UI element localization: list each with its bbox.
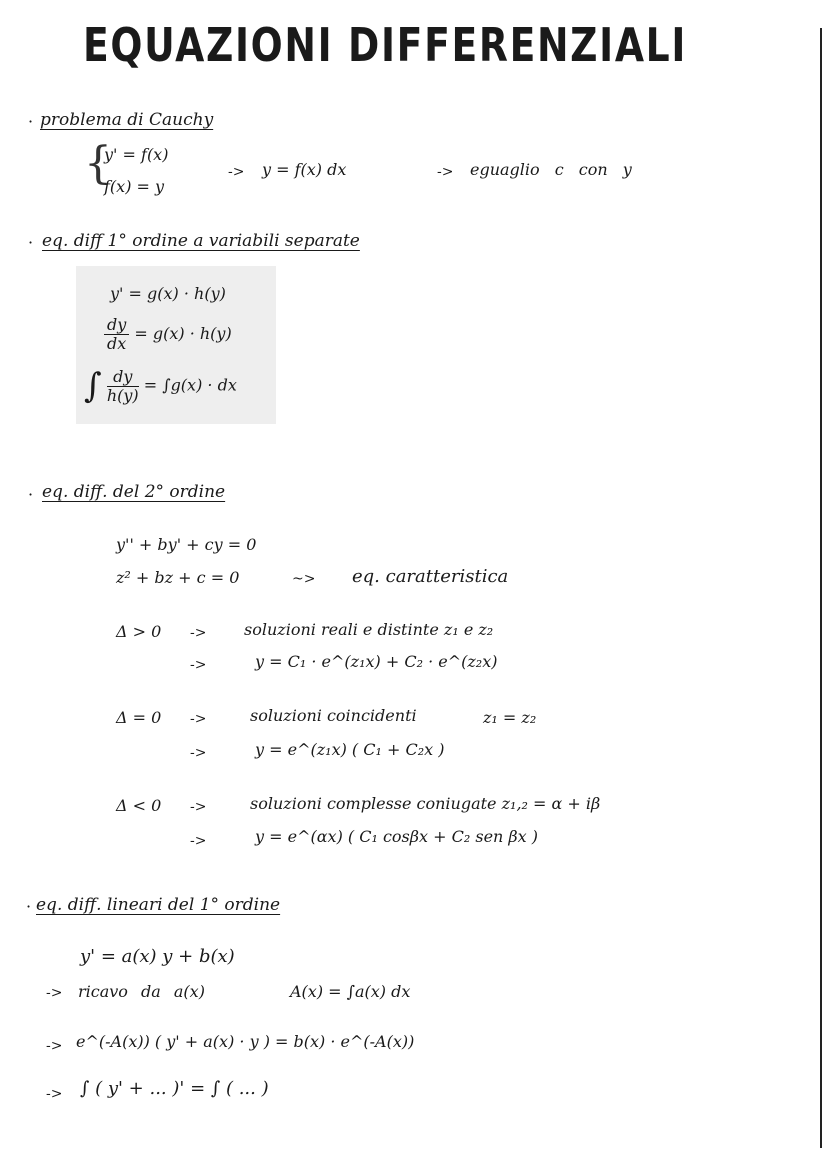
bullet: · — [26, 897, 32, 916]
arrow-icon: -> — [46, 985, 63, 1001]
case-3-solution: y = e^(αx) ( C₁ cosβx + C₂ sen βx ) — [255, 827, 539, 846]
linear-step-3: ∫ ( y' + ... )' = ∫ ( ... ) — [80, 1078, 269, 1099]
arrow-icon: -> — [190, 625, 207, 641]
arrow-icon: -> — [46, 1086, 63, 1102]
separate-line-2: $\frac{dy}{dx}$ = g(x) · h(y) — [104, 316, 232, 353]
case-1-description: soluzioni reali e distinte z₁ e z₂ — [244, 620, 494, 639]
bullet: · — [28, 485, 34, 504]
case-3-description: soluzioni complesse coniugate z₁,₂ = α + iβ — [250, 794, 601, 813]
squiggle-arrow-icon: ~> — [292, 571, 316, 587]
integral-icon: ∫ — [84, 366, 102, 406]
characteristic-eq: z² + bz + c = 0 — [116, 568, 240, 587]
case-2-condition: Δ = 0 — [116, 708, 162, 727]
bullet: · — [28, 233, 34, 252]
linear-step-2: e^(-A(x)) ( y' + a(x) · y ) = b(x) · e^(-A(x)) — [76, 1032, 415, 1051]
arrow-icon: -> — [437, 164, 454, 180]
arrow-icon: -> — [190, 799, 207, 815]
case-2-solution: y = e^(z₁x) ( C₁ + C₂x ) — [255, 740, 445, 759]
right-margin-line — [820, 28, 822, 1148]
integrand-fraction: $\frac{dy}{h(y)}$ — [106, 366, 139, 405]
cauchy-eq-1: y' = f(x) — [104, 145, 169, 164]
derivative-fraction: $\frac{dy}{dx}$ — [104, 316, 129, 353]
arrow-icon: -> — [190, 745, 207, 761]
case-1-condition: Δ > 0 — [116, 622, 162, 641]
page-title: EQUAZIONI DIFFERENZIALI — [82, 18, 688, 72]
arrow-icon: -> — [46, 1038, 63, 1054]
arrow-icon: -> — [228, 164, 245, 180]
arrow-icon: -> — [190, 711, 207, 727]
cauchy-note: eguaglio c con y — [470, 160, 632, 179]
arrow-icon: -> — [190, 833, 207, 849]
bullet: · — [28, 112, 34, 131]
arrow-icon: -> — [190, 657, 207, 673]
case-2-description: soluzioni coincidenti — [250, 706, 417, 725]
case-2-relation: z₁ = z₂ — [483, 708, 537, 727]
cauchy-result: y = f(x) dx — [262, 160, 347, 179]
separate-line-1: y' = g(x) · h(y) — [110, 284, 226, 303]
separate-heading: eq. diff 1° ordine a variabili separate — [42, 231, 360, 251]
linear-heading: eq. diff. lineari del 1° ordine — [36, 895, 281, 915]
linear-step-1-text: ricavo da a(x) — [78, 982, 205, 1001]
system-brace: { — [84, 138, 112, 189]
second-order-heading: eq. diff. del 2° ordine — [42, 482, 226, 502]
case-3-condition: Δ < 0 — [116, 796, 162, 815]
characteristic-label: eq. caratteristica — [352, 566, 509, 587]
cauchy-eq-2: f(x) = y — [104, 177, 165, 196]
linear-step-1-formula: A(x) = ∫a(x) dx — [290, 982, 411, 1001]
case-1-solution: y = C₁ · e^(z₁x) + C₂ · e^(z₂x) — [255, 652, 498, 671]
cauchy-heading: problema di Cauchy — [40, 110, 214, 130]
second-eq: y'' + by' + cy = 0 — [116, 535, 257, 554]
linear-eq: y' = a(x) y + b(x) — [80, 946, 235, 967]
separate-line-3: ∫ $\frac{dy}{h(y)}$ = ∫g(x) · dx — [84, 366, 237, 406]
